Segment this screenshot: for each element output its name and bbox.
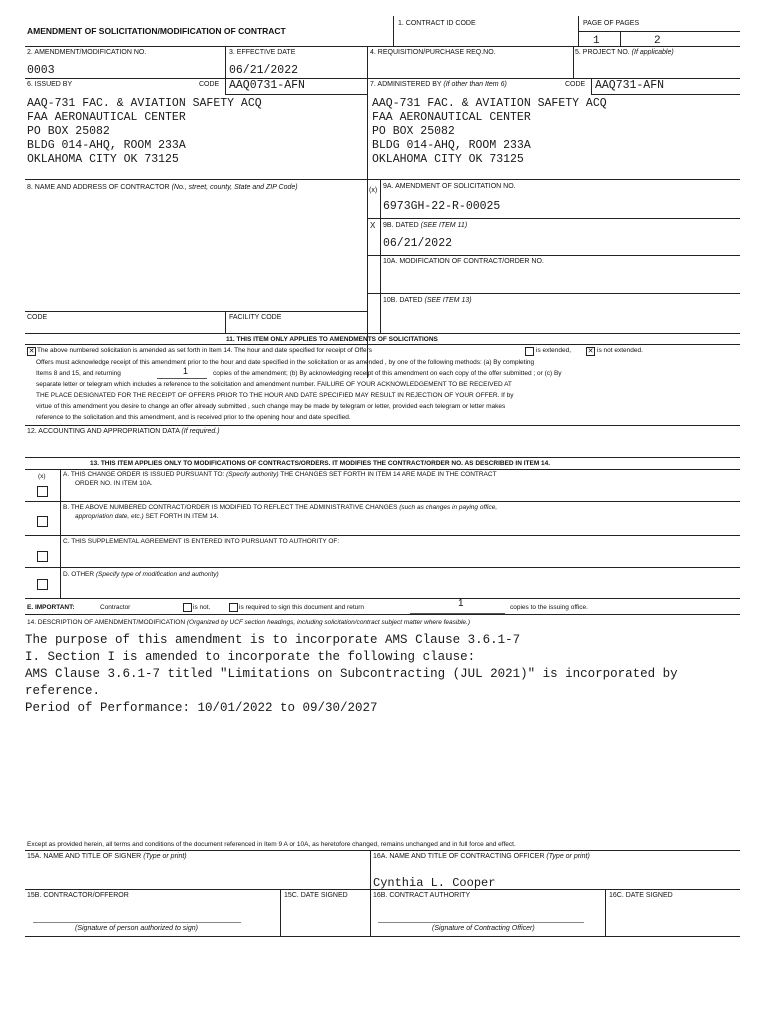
contractor-signature-line[interactable]	[33, 922, 241, 923]
item13d-text: D. OTHER (Specify type of modification and authority)	[63, 571, 219, 578]
important-contractor: Contractor	[100, 604, 131, 611]
contracting-officer-name: Cynthia L. Cooper	[373, 876, 496, 890]
solicitation-number: 6973GH-22-R-00025	[383, 200, 501, 213]
item11-line3b: copies of the amendment; (b) By acknowledging receipt of this amendment on each copy of the offer submitted ; or (c) By	[213, 370, 562, 377]
item11-copies: 1	[183, 366, 189, 376]
item16b-label: 16B. CONTRACT AUTHORITY	[373, 892, 471, 899]
item13c-checkbox[interactable]	[37, 551, 48, 562]
item9-x-label: (x)	[369, 187, 378, 194]
amendment-description: The purpose of this amendment is to incorporate AMS Clause 3.6.1-7 I. Section I is amended to incorporate the following clause: AMS Clause 3.6.1-7 titled "Limitations on Subcontracting (JUL 2021)" is incorporated by reference. Period of Performance: 10/01/2022 to 09/30/2027	[25, 633, 678, 715]
item11-heading: 11. THIS ITEM ONLY APPLIES TO AMENDMENTS OF SOLICITATIONS	[226, 336, 438, 343]
item13a-checkbox[interactable]	[37, 486, 48, 497]
administered-by-address: AAQ-731 FAC. & AVIATION SAFETY ACQ FAA AERONAUTICAL CENTER PO BOX 25082 BLDG 014-AHQ, ROOM 233A OKLAHOMA CITY OK 73125	[372, 97, 607, 166]
issued-by-address: AAQ-731 FAC. & AVIATION SAFETY ACQ FAA AERONAUTICAL CENTER PO BOX 25082 BLDG 014-AHQ, ROOM 233A OKLAHOMA CITY OK 73125	[27, 97, 262, 166]
contract-id-label: 1. CONTRACT ID CODE	[398, 20, 476, 27]
is-not-label: is not.	[193, 604, 211, 611]
item10a-label: 10A. MODIFICATION OF CONTRACT/ORDER NO.	[383, 258, 544, 265]
item11-line2: Offers must acknowledge receipt of this amendment prior to the hour and date specified in the solicitation or as amended , by one of the following methods: (a) By completing	[36, 359, 535, 366]
not-extended-label: is not extended.	[597, 347, 643, 354]
is-required-checkbox[interactable]	[229, 603, 238, 612]
item11-line6: virtue of this amendment you desire to change an offer already submitted , such change may be made by telegram or letter, provided each telegram or letter makes	[36, 403, 506, 410]
item4-label: 4. REQUISITION/PURCHASE REQ.NO.	[370, 49, 496, 56]
item13-heading: 13. THIS ITEM APPLIES ONLY TO MODIFICATIONS OF CONTRACTS/ORDERS. IT MODIFIES THE CONTRACT/ORDER NO. AS DESCRIBED IN ITEM 14.	[90, 460, 551, 467]
item13d-checkbox[interactable]	[37, 579, 48, 590]
item7-label: 7. ADMINISTERED BY (If other than Item 6)	[370, 81, 507, 88]
administered-by-code: AAQ731-AFN	[595, 79, 665, 92]
item8-label: 8. NAME AND ADDRESS OF CONTRACTOR (No., street, county, State and ZIP Code)	[27, 184, 298, 191]
page-label: PAGE OF PAGES	[583, 20, 640, 27]
footer-note: Except as provided herein, all terms and conditions of the document referenced in Item 9 A or 10A, as heretofore changed, remains unchanged and in full force and effect.	[27, 841, 516, 848]
item15c-label: 15C. DATE SIGNED	[284, 892, 348, 899]
item12-label: 12. ACCOUNTING AND APPROPRIATION DATA (If required.)	[27, 428, 220, 435]
item8-facility-label: FACILITY CODE	[229, 314, 282, 321]
item14-label: 14. DESCRIPTION OF AMENDMENT/MODIFICATION (Organized by UCF section headings, including solicitation/contract subject matter where feasible.)	[27, 619, 471, 626]
item10b-label: 10B. DATED (SEE ITEM 13)	[383, 297, 472, 304]
item5-label: 5. PROJECT NO. (If applicable)	[575, 49, 674, 56]
item11-line3a: Items 8 and 15, and returning	[36, 370, 121, 377]
amendment-number: 0003	[27, 64, 55, 77]
contractor-signature-caption: (Signature of person authorized to sign)	[75, 925, 198, 932]
return-copies-tail: copies to the issuing office.	[510, 604, 588, 611]
item11-checkbox-amended[interactable]: ✕	[28, 348, 35, 355]
solicitation-date: 06/21/2022	[383, 237, 453, 250]
item7-code-label: CODE	[565, 81, 586, 88]
important-label: E. IMPORTANT:	[27, 604, 75, 611]
item13b-text: B. THE ABOVE NUMBERED CONTRACT/ORDER IS MODIFIED TO REFLECT THE ADMINISTRATIVE CHANGES (such as changes in paying office,	[63, 504, 498, 511]
item13a-text-2: ORDER NO. IN ITEM 10A.	[75, 480, 153, 487]
item13b-checkbox[interactable]	[37, 516, 48, 527]
item11-line7: reference to the solicitation and this amendment, and is received prior to the opening hour and date specified.	[36, 414, 351, 421]
extended-label: is extended,	[536, 347, 572, 354]
page-current: 1	[593, 35, 600, 47]
form-title: AMENDMENT OF SOLICITATION/MODIFICATION OF CONTRACT	[27, 26, 286, 36]
is-required-label: is required to sign this document and return	[239, 604, 365, 611]
item6-label: 6. ISSUED BY	[27, 81, 73, 88]
item9a-label: 9A. AMENDMENT OF SOLICITATION NO.	[383, 183, 516, 190]
item16c-label: 16C. DATE SIGNED	[609, 892, 673, 899]
item13-x-label: (x)	[38, 473, 46, 480]
item2-label: 2. AMENDMENT/MODIFICATION NO.	[27, 49, 147, 56]
item13a-text: A. THIS CHANGE ORDER IS ISSUED PURSUANT TO: (Specify authority) THE CHANGES SET FORTH IN ITEM 14 ARE MADE IN THE CONTRACT	[63, 471, 497, 478]
item9b-mark: X	[370, 221, 376, 230]
item15b-label: 15B. CONTRACTOR/OFFEROR	[27, 892, 129, 899]
item13b-text-2: appropriation date, etc.) SET FORTH IN ITEM 14.	[75, 513, 219, 520]
item11-line4: separate letter or telegram which includes a reference to the solicitation and amendment number. FAILURE OF YOUR ACKNOWLEDGEMENT TO BE RECEIVED AT	[36, 381, 512, 388]
item9b-label: 9B. DATED (SEE ITEM 11)	[383, 222, 468, 229]
item11-line1: The above numbered solicitation is amended as set forth in Item 14. The hour and date specified for receipt of Offers	[37, 347, 373, 354]
page-total: 2	[654, 35, 661, 47]
item16a-label: 16A. NAME AND TITLE OF CONTRACTING OFFICER (Type or print)	[373, 853, 590, 860]
item15a-label: 15A. NAME AND TITLE OF SIGNER (Type or print)	[27, 853, 187, 860]
officer-signature-caption: (Signature of Contracting Officer)	[432, 925, 535, 932]
extended-checkbox[interactable]	[525, 347, 534, 356]
item8-code-label: CODE	[27, 314, 48, 321]
not-extended-checkbox[interactable]: ✕	[587, 348, 594, 355]
return-copies: 1	[458, 598, 464, 609]
effective-date: 06/21/2022	[229, 64, 299, 77]
item11-line5: THE PLACE DESIGNATED FOR THE RECEIPT OF OFFERS PRIOR TO THE HOUR AND DATE SPECIFIED MAY RESULT IN REJECTION OF YOUR OFFER. If by	[36, 392, 514, 399]
is-not-checkbox[interactable]	[183, 603, 192, 612]
item6-code-label: CODE	[199, 81, 220, 88]
officer-signature-line[interactable]	[378, 922, 584, 923]
item3-label: 3. EFFECTIVE DATE	[229, 49, 296, 56]
item13c-text: C. THIS SUPPLEMENTAL AGREEMENT IS ENTERED INTO PURSUANT TO AUTHORITY OF:	[63, 538, 340, 545]
issued-by-code: AAQ0731-AFN	[229, 79, 305, 92]
